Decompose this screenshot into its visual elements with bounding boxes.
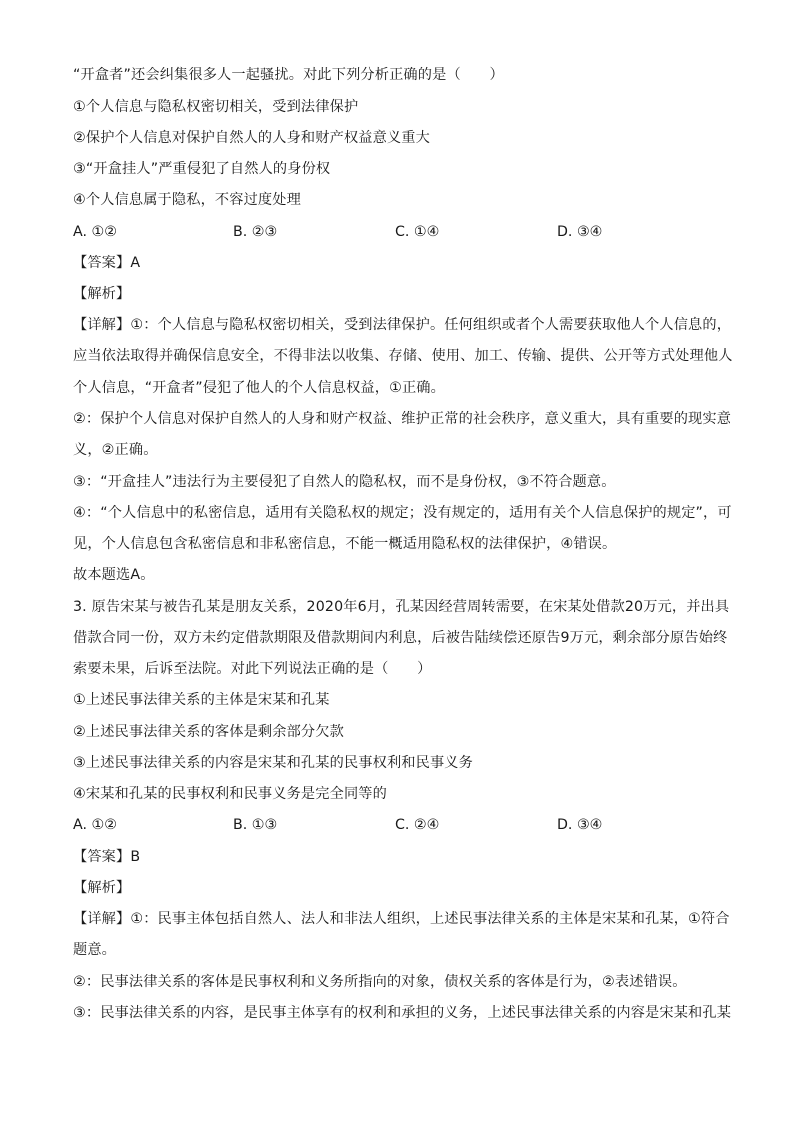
q2-option-d: D. ③④ [557,224,603,240]
q2-detail-line: 义，②正确。 [73,442,158,458]
q3-answer: 【答案】B [73,849,141,865]
q3-option-c: C. ②④ [395,817,440,833]
q2-option-b: B. ②③ [233,224,278,240]
q3-statement-2: ②上述民事法律关系的客体是剩余部分欠款 [73,724,344,740]
q2-detail-line: 【详解】①：个人信息与隐私权密切相关，受到法律保护。任何组织或者个人需要获取他人个人信息的， [73,317,732,333]
q2-statement-4: ④个人信息属于隐私，不容过度处理 [73,192,301,208]
q3-stem-line: 借款合同一份，双方未约定借款期限及借款期间内利息，后被告陆续偿还原告9万元，剩余部分原告始终 [73,630,728,646]
q2-statement-1: ①个人信息与隐私权密切相关，受到法律保护 [73,99,359,115]
q3-option-a: A. ①② [73,817,117,833]
q2-detail-line: ②：保护个人信息对保护自然人的人身和财产权益、维护正常的社会秩序，意义重大，具有重要的现实意 [73,411,732,427]
q2-option-a: A. ①② [73,224,117,240]
q2-detail-line: 个人信息，“开盒者”侵犯了他人的个人信息权益，①正确。 [73,380,445,396]
q2-analysis-label: 【解析】 [73,286,131,302]
q3-stem-line: 3. 原告宋某与被告孔某是朋友关系，2020年6月，孔某因经营周转需要，在宋某处借款20万元，并出具 [73,599,730,615]
q3-detail-line: ②：民事法律关系的客体是民事权利和义务所指向的对象，债权关系的客体是行为，②表述错误。 [73,974,687,990]
q3-option-b: B. ①③ [233,817,278,833]
q3-detail-line: 【详解】①：民事主体包括自然人、法人和非法人组织，上述民事法律关系的主体是宋某和孔某，①符合 [73,911,730,927]
q3-analysis-label: 【解析】 [73,880,131,896]
q3-detail-line: ③：民事法律关系的内容，是民事主体享有的权利和承担的义务，上述民事法律关系的内容是宋某和孔某 [73,1005,732,1021]
q2-detail-line: ④：“个人信息中的私密信息，适用有关隐私权的规定；没有规定的，适用有关个人信息保护的规定”，可 [73,505,732,521]
q2-statement-3: ③“开盒挂人”严重侵犯了自然人的身份权 [73,161,331,177]
q2-conclusion: 故本题选A。 [73,567,155,583]
q3-statement-1: ①上述民事法律关系的主体是宋某和孔某 [73,692,330,708]
q3-statement-4: ④宋某和孔某的民事权利和民事义务是完全同等的 [73,786,387,802]
q2-stem-tail: “开盒者”还会纠集很多人一起骚扰。对此下列分析正确的是（ ） [73,67,504,83]
q3-stem-line: 索要未果，后诉至法院。对此下列说法正确的是（ ） [73,661,432,677]
q3-option-d: D. ③④ [557,817,603,833]
q2-option-c: C. ①④ [395,224,440,240]
q2-statement-2: ②保护个人信息对保护自然人的人身和财产权益意义重大 [73,130,430,146]
q2-detail-line: ③：“开盒挂人”违法行为主要侵犯了自然人的隐私权，而不是身份权，③不符合题意。 [73,474,616,490]
q2-answer: 【答案】A [73,255,141,271]
q2-detail-line: 应当依法取得并确保信息安全，不得非法以收集、存储、使用、加工、传输、提供、公开等方式处理他人 [73,348,733,364]
q3-statement-3: ③上述民事法律关系的内容是宋某和孔某的民事权利和民事义务 [73,755,473,771]
q3-detail-line: 题意。 [73,942,117,958]
q2-detail-line: 见，个人信息包含私密信息和非私密信息，不能一概适用隐私权的法律保护，④错误。 [73,536,617,552]
